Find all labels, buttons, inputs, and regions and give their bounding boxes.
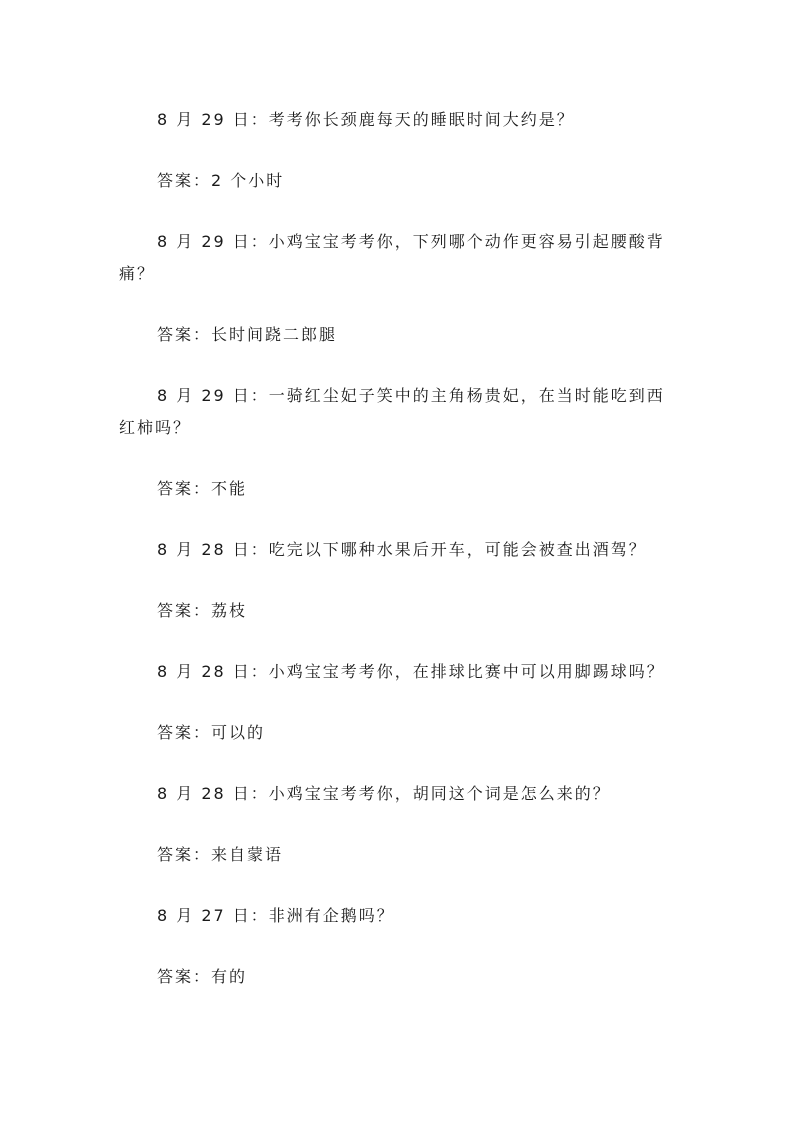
- question-text: 8 月 28 日：小鸡宝宝考考你，在排球比赛中可以用脚踢球吗？: [157, 662, 665, 681]
- question-text: 8 月 28 日：小鸡宝宝考考你，胡同这个词是怎么来的？: [157, 784, 611, 803]
- question-text: 8 月 29 日：考考你长颈鹿每天的睡眠时间大约是？: [157, 110, 575, 129]
- answer-text: 答案：可以的: [157, 723, 266, 742]
- answer-text: 答案：长时间跷二郎腿: [157, 325, 338, 344]
- answer-text: 答案：有的: [157, 967, 248, 986]
- question-text: 8 月 28 日：吃完以下哪种水果后开车，可能会被查出酒驾？: [157, 540, 647, 559]
- answer-text: 答案：2 个小时: [157, 171, 285, 190]
- question-text: 8 月 29 日：小鸡宝宝考考你，下列哪个动作更容易引起腰酸背痛？: [119, 232, 665, 283]
- qa-list: [119, 104, 679, 1022]
- question-text: 8 月 29 日：一骑红尘妃子笑中的主角杨贵妃，在当时能吃到西红柿吗？: [119, 386, 665, 437]
- answer-text: 答案：不能: [157, 479, 248, 498]
- answer-text: 答案：荔枝: [157, 601, 248, 620]
- question-text: 8 月 27 日：非洲有企鹅吗？: [157, 906, 395, 925]
- answer-text: 答案：来自蒙语: [157, 845, 284, 864]
